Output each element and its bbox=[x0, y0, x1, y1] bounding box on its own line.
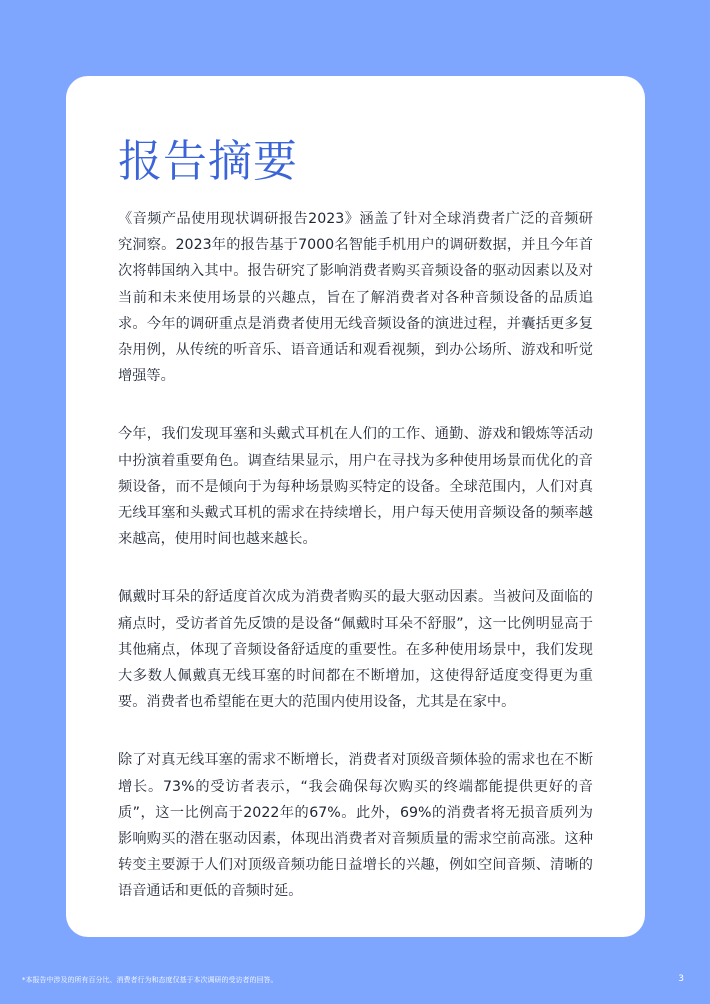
summary-card bbox=[66, 76, 645, 937]
paragraph-usage: 今年，我们发现耳塞和头戴式耳机在人们的工作、通勤、游戏和锻炼等活动中扮演着重要角色。调查结果显示，用户在寻找为多种使用场景而优化的音频设备，而不是倾向于为每种场景购买特定的设备。全球范围内，人们对真无线耳塞和头戴式耳机的需求在持续增长，用户每天使用音频设备的频率越来越高，使用时间也越来越长。 bbox=[118, 426, 593, 548]
paragraph-intro: 《音频产品使用现状调研报告2023》涵盖了针对全球消费者广泛的音频研究洞察。2023年的报告基于7000名智能手机用户的调研数据，并且今年首次将韩国纳入其中。报告研究了影响消费者购买音频设备的驱动因素以及对当前和未来使用场景的兴趣点，旨在了解消费者对各种音频设备的品质追求。今年的调研重点是消费者使用无线音频设备的演进过程，并囊括更多复杂用例，从传统的听音乐、语音通话和观看视频，到办公场所、游戏和听觉增强等。 bbox=[118, 211, 593, 385]
footnote: *本报告中涉及的所有百分比、消费者行为和态度仅基于本次调研的受访者的回答。 bbox=[22, 976, 278, 984]
paragraph-audio-quality: 除了对真无线耳塞的需求不断增长，消费者对顶级音频体验的需求也在不断增长。73%的受访者表示，“我会确保每次购买的终端都能提供更好的音质”，这一比例高于2022年的67%。此外，69%的消费者将无损音质列为影响购买的潜在驱动因素，体现出消费者对音频质量的需求空前高涨。这种转变主要源于人们对顶级音频功能日益增长的兴趣，例如空间音频、清晰的语音通话和更低的音频时延。 bbox=[118, 752, 593, 900]
page-title: 报告摘要 bbox=[118, 136, 298, 187]
page-number: 3 bbox=[678, 974, 684, 984]
paragraph-comfort: 佩戴时耳朵的舒适度首次成为消费者购买的最大驱动因素。当被问及面临的痛点时，受访者首先反馈的是设备“佩戴时耳朵不舒服”，这一比例明显高于其他痛点，体现了音频设备舒适度的重要性。在多种使用场景中，我们发现大多数人佩戴真无线耳塞的时间都在不断增加，这使得舒适度变得更为重要。消费者也希望能在更大的范围内使用设备，尤其是在家中。 bbox=[118, 589, 593, 711]
